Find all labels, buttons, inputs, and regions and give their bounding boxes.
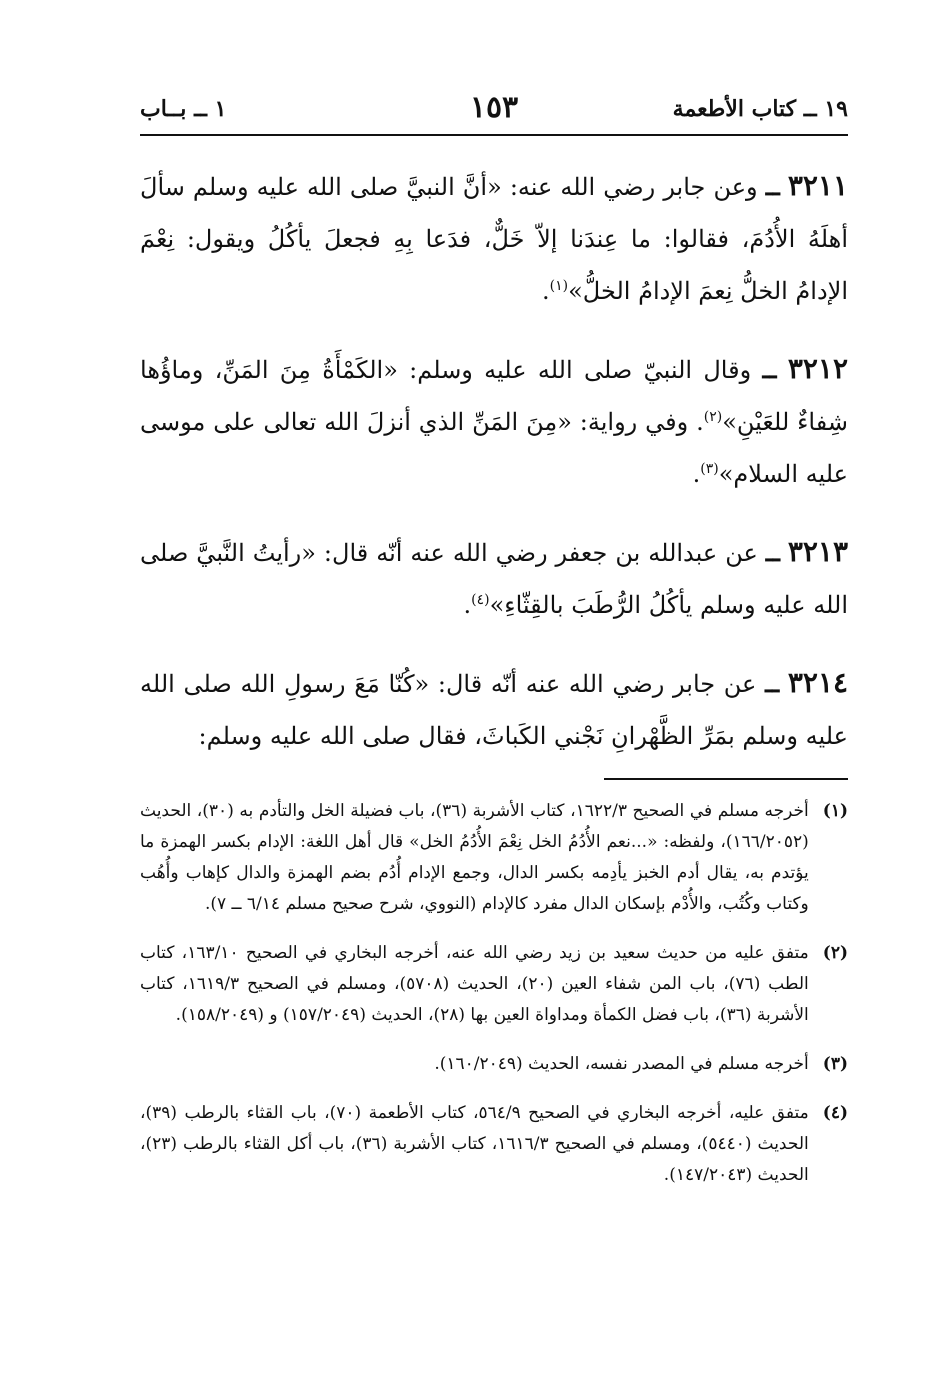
hadith-text: عن عبدالله بن جعفر رضي الله عنه أنّه قال: «رأيتُ النَّبيَّ صلى الله عليه وسلم يأكُلُ الرُّطَبَ بالقِثّاءِ» bbox=[140, 539, 848, 619]
footnote-ref: (٤) bbox=[471, 592, 490, 608]
hadith-3214 bbox=[140, 657, 848, 762]
hadith-number: ٣٢١١ bbox=[787, 169, 848, 202]
footnote-text: أخرجه مسلم في المصدر نفسه، الحديث (١٦٠/٢٠٤٩). bbox=[434, 1054, 809, 1074]
footnote-1 bbox=[140, 796, 848, 920]
section-title: ١ ــ بــاب bbox=[140, 96, 227, 122]
footnote-number: (٢) bbox=[822, 943, 848, 963]
hadith-3211 bbox=[140, 160, 848, 317]
hadith-dash: ــ bbox=[762, 355, 777, 384]
hadith-text: عن جابر رضي الله عنه أنّه قال: «كُنّا مَعَ رسولِ الله صلى الله عليه وسلم بمَرِّ الظَّهْرانِ نَجْني الكَباثَ، فقال صلى الله عليه وسلم: bbox=[140, 670, 848, 750]
footnote-3 bbox=[140, 1049, 848, 1080]
hadith-3213 bbox=[140, 526, 848, 631]
footnote-ref: (١) bbox=[549, 278, 569, 294]
footnotes bbox=[140, 796, 848, 1209]
footnote-ref: (٣) bbox=[700, 461, 719, 477]
hadith-dash: ــ bbox=[765, 538, 780, 567]
hadith-dash: ــ bbox=[765, 172, 780, 201]
footnote-2 bbox=[140, 938, 848, 1031]
hadith-list bbox=[140, 160, 848, 788]
footnote-number: (٤) bbox=[822, 1103, 848, 1123]
hadith-dash: ــ bbox=[765, 669, 780, 698]
hadith-number: ٣٢١٢ bbox=[787, 352, 848, 385]
hadith-number: ٣٢١٤ bbox=[787, 666, 849, 699]
footnote-ref: (٢) bbox=[703, 409, 723, 425]
hadith-3212 bbox=[140, 343, 848, 500]
footnote-text: متفق عليه من حديث سعيد بن زيد رضي الله عنه، أخرجه البخاري في الصحيح ١٦٣/١٠، كتاب الطب (٧٦)، باب المن شفاء العين (٢٠)، الحديث (٥٧٠٨)، ومسلم في الصحيح ١٦١٩/٣، كتاب الأشربة (٣٦)، باب فضل الكمأة ومداواة العين بها (٢٨)، الحديث (١٥٧/٢٠٤٩) و (١٥٨/٢٠٤٩). bbox=[140, 943, 809, 1025]
running-header bbox=[140, 92, 848, 132]
footnote-number: (١) bbox=[822, 801, 848, 821]
footnote-4 bbox=[140, 1098, 848, 1191]
header-divider bbox=[140, 134, 848, 136]
hadith-end: . bbox=[692, 460, 701, 488]
page-number: ١٥٣ bbox=[469, 90, 519, 125]
hadith-end: . bbox=[463, 591, 472, 619]
footnote-divider bbox=[604, 778, 848, 780]
chapter-title: ١٩ ــ كتاب الأطعمة bbox=[672, 96, 848, 122]
hadith-number: ٣٢١٣ bbox=[787, 535, 848, 568]
footnote-text: متفق عليه، أخرجه البخاري في الصحيح ٥٦٤/٩، كتاب الأطعمة (٧٠)، باب القثاء بالرطب (٣٩)، الحديث (٥٤٤٠)، ومسلم في الصحيح ١٦١٦/٣، كتاب الأشربة (٣٦)، باب أكل القثاء بالرطب (٢٣)، الحديث (١٤٧/٢٠٤٣). bbox=[140, 1103, 809, 1185]
footnote-number: (٣) bbox=[822, 1054, 848, 1074]
hadith-text: وقال النبيّ صلى الله عليه وسلم: «الكَمْأَةُ مِنَ المَنِّ، وماؤُها شِفاءٌ للعَيْنِ» bbox=[140, 356, 848, 436]
footnote-text: أخرجه مسلم في الصحيح ١٦٢٢/٣، كتاب الأشربة (٣٦)، باب فضيلة الخل والتأدم به (٣٠)، الحديث (١٦٦/٢٠٥٢)، ولفظه: «...نعم الأُدُمُ الخل نِعْمَ الأُدُمُ الخل» قال أهل اللغة: الإدام بكسر الهمزة ما يؤتدم به، يقال أدم الخبز يأدِمه بكسر الدال، وجمع الإدام أُدُم بضم الهمزة والدال كإهاب وأُهُب وكتاب وكُتُب، والأُدْم بإسكان الدال مفرد كالإدام (النووي، شرح صحيح مسلم ٦/١٤ ــ ٧). bbox=[140, 801, 809, 914]
hadith-end: . bbox=[542, 277, 550, 305]
hadith-text-continued: . وفي رواية: «مِنَ المَنِّ الذي أنزلَ الله تعالى على موسى عليه السلام» bbox=[140, 408, 848, 488]
hadith-text: وعن جابر رضي الله عنه: «أنَّ النبيَّ صلى الله عليه وسلم سألَ أهلَهُ الأُدُمَ، فقالوا: ما عِندَنا إلاّ خَلٌّ، فدَعا بِهِ فجعلَ يأكُلُ ويقول: نِعْمَ الإدامُ الخلُّ نِعمَ الإدامُ الخلُّ» bbox=[140, 173, 848, 305]
